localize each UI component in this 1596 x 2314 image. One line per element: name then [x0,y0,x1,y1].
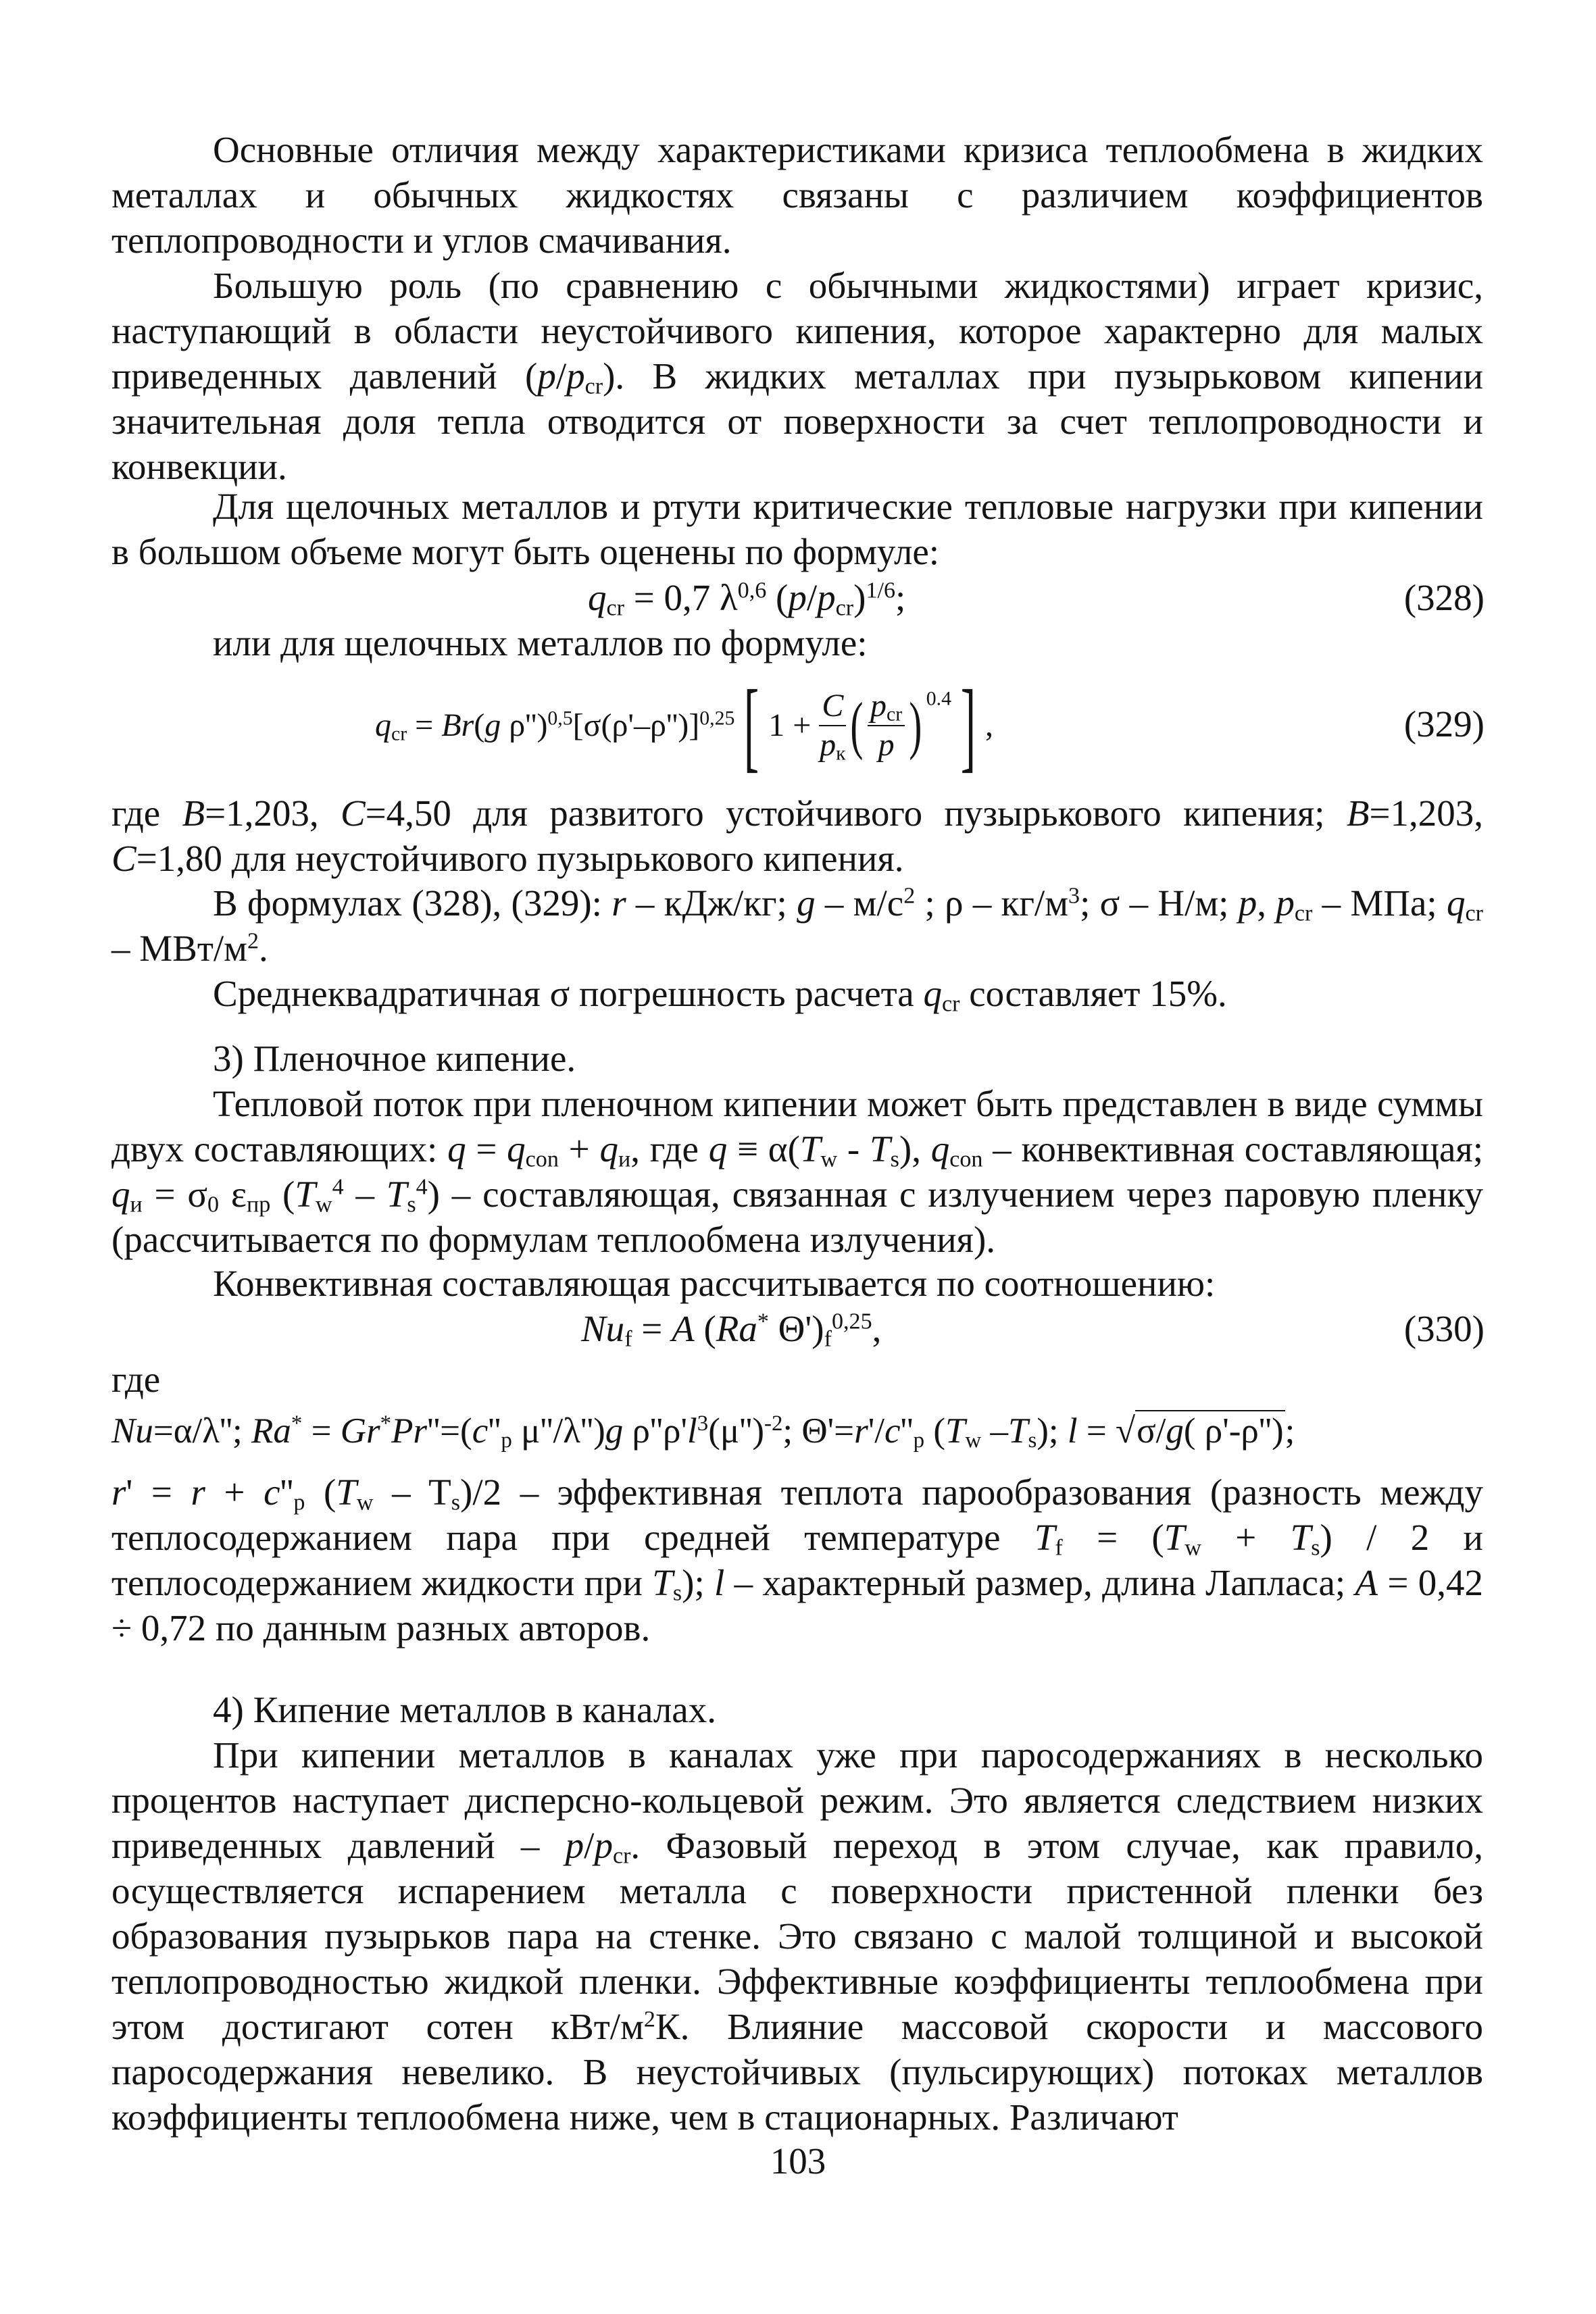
section-heading-3: 3) Пленочное кипение. [213,1038,576,1079]
paragraph-1: Основные отличия между характеристиками кризиса теплообмена в жидких металлах и обычных жидкостях связаны с различием коэффициентов теплопроводности и углов смачивания. [111,129,1483,261]
definitions-equation: Nu=α/λ''; $Ra^* = Gr^*Pr''=(c''_p$ μ''/λ'')g $\rho''\rho'l^3(\mu'')^{-2}$; $\Theta'=r'/c''_p$ ($T_w$ $-T_s$); l = √σ/g( ρ'-ρ''); [111,1411,1295,1453]
paragraph-4: или для щелочных металлов по формуле: [213,622,868,663]
paragraph-5: где B=1,203, C=4,50 для развитого устойчивого пузырькового кипения; B=1,203, C=1,80 для неустойчивого пузырькового кипения. [111,793,1483,879]
page-number: 103 [770,2140,826,2182]
equation-329: $q_{cr} = Br(g$ $\rho'')^{0,5}[\sigma(\rho'-\rho'')]^{0,25}$[ 1 + $\frac{C}{p_к}$ ( $\frac{p_{cr}}{p}$ ) $^{0.4}$] , [375,669,993,782]
paragraph-10: $r' = r + c''_p$ $(T_w - T_s)/2$ – эффективная теплота парообразования (разность между теплосодержанием пара при средней температуре $T_f = (T_w + T_s) / 2$ и теплосодержанием жидкости при $T_s$); l – характерный размер, длина Лапласа; A = 0,42 ÷ 0,72 по данным разных авторов. [111,1472,1483,1649]
equation-328: $q_{cr} = 0,7$ $\lambda^{0,6}$ $(p/p_{cr})^{1/6}$; [588,577,906,621]
paragraph-9: Конвективная составляющая рассчитывается по соотношению: [213,1263,1216,1304]
paragraph-7: Среднеквадратичная σ погрешность расчета $q_{cr}$ составляет 15%. [213,973,1227,1017]
paragraph-3: Для щелочных металлов и ртути критические тепловые нагрузки при кипении в большом объеме могут быть оценены по формуле: [111,486,1483,572]
equation-329-number: (329) [1403,703,1485,745]
equation-330: $Nu_f = A$ (Ra* $\Theta')_f^{0,25}$, [581,1308,882,1352]
equation-330-number: (330) [1403,1308,1485,1349]
paragraph-11: При кипении металлов в каналах уже при паросодержаниях в несколько процентов наступает дисперсно-кольцевой режим. Это является следствием низких приведенных давлений – $p/p_{cr}$. Фазовый переход в этом случае, как правило, осуществляется испарением металла с поверхности пристенной пленки без образования пузырьков пара на стенке. Это связано с малой толщиной и высокой теплопроводностью жидкой пленки. Эффективные коэффициенты теплообмена при этом достигают сотен кВт/$м^2К$. Влияние массовой скорости и массового паросодержания невелико. В неустойчивых (пульсирующих) потоках металлов коэффициенты теплообмена ниже, чем в стационарных. Различают [111,1734,1483,2138]
paragraph-2: Большую роль (по сравнению с обычными жидкостями) играет кризис, наступающий в области неустойчивого кипения, которое характерно для малых приведенных давлений $(p/p_{cr})$. В жидких металлах при пузырьковом кипении значительная доля тепла отводится от поверхности за счет теплопроводности и конвекции. [111,265,1483,487]
where-label: где [111,1359,161,1400]
equation-328-number: (328) [1403,577,1485,618]
section-heading-4: 4) Кипение металлов в каналах. [213,1689,716,1730]
paragraph-8: Тепловой поток при пленочном кипении может быть представлен в виде суммы двух составляющих: $q = q_{con} + q_и$, где $q \equiv \alpha(T_w - T_s)$, $q_{con}$ – конвективная составляющая; $q_и = \sigma_0$ $\varepsilon_{пр}$ $(T_w^4 - T_s^4)$ – составляющая, связанная с излучением через паровую пленку (рассчитывается по формулам теплообмена излучения). [111,1083,1483,1260]
paragraph-6: В формулах (328), (329): r – кДж/кг; g – $м/с^2$ ; ρ – $кг/м^3$; σ – Н/м; p, $p_{cr}$ – МПа; $q_{cr} - МВт/м^2$. [111,882,1483,969]
